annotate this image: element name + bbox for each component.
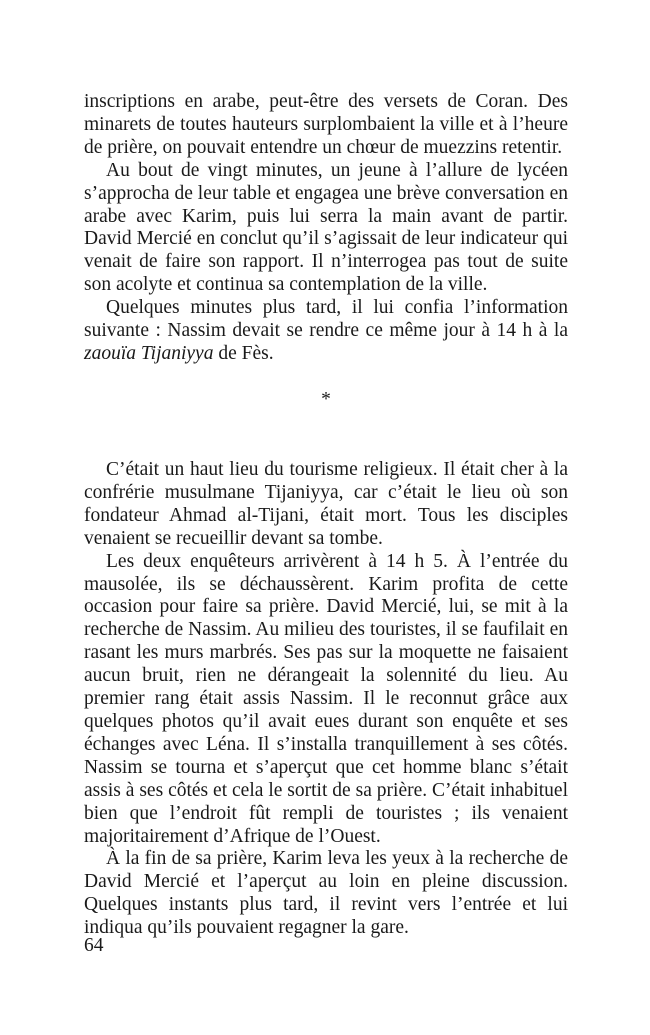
page-number: 64 xyxy=(84,935,104,956)
paragraph-text: de Fès. xyxy=(213,342,274,364)
italic-term: zaouïa Tijaniyya xyxy=(84,342,214,364)
paragraph: Les deux enquêteurs arrivèrent à 14 h 5. À l’entrée du mausolée, ils se déchaussèrent. Karim profita de cette occasion pour faire sa prière. David Mercié, lui, se mit à la recherche de Nassim. Au milieu des touristes, il se faufilait en rasant les murs marbrés. Ses pas sur la moquette ne faisaient aucun bruit, rien ne dérangeait la solennité du lieu. Au premier rang était assis Nassim. Il le reconnut grâce aux quelques photos qu’il avait eues durant son enquête et ses échanges avec Léna. Il s’installa tranquillement à ses côtés. Nassim se tourna et s’aperçut que cet homme blanc s’était assis à ses côtés et cela le sortit de sa prière. C’était inhabituel bien que l’endroit fût rempli de touristes ; ils venaient majoritairement d’Afrique de l’Ouest. xyxy=(84,550,568,847)
text-section-2 xyxy=(84,459,568,940)
paragraph: C’était un haut lieu du tourisme religieux. Il était cher à la confrérie musulmane Tijaniyya, car c’était le lieu où son fondateur Ahmad al-Tijani, était mort. Tous les disciples venaient se recueillir devant sa tombe. xyxy=(84,459,568,549)
paragraph xyxy=(84,297,568,366)
paragraph: À la fin de sa prière, Karim leva les yeux à la recherche de David Mercié et l’aperçut au loin en pleine discussion. Quelques instants plus tard, il revint vers l’entrée et lui indiqua qu’ils pouvaient regagner la gare. xyxy=(84,848,568,939)
section-separator: * xyxy=(321,389,331,410)
text-section-1 xyxy=(84,91,568,366)
paragraph: inscriptions en arabe, peut-être des versets de Coran. Des minarets de toutes hauteurs surplombaient la ville et à l’heure de prière, on pouvait entendre un chœur de muezzins retentir. xyxy=(84,91,568,158)
paragraph-text: Quelques minutes plus tard, il lui confia l’information suivante : Nassim devait se rendre ce même jour à 14 h à la xyxy=(84,297,568,342)
paragraph: Au bout de vingt minutes, un jeune à l’allure de lycéen s’approcha de leur table et engagea une brève conversation en arabe avec Karim, puis lui serra la main avant de partir. David Mercié en conclut qu’il s’agissait de leur indicateur qui venait de faire son rapport. Il n’interrogea pas tout de suite son acolyte et continua sa contemplation de la ville. xyxy=(84,159,568,296)
